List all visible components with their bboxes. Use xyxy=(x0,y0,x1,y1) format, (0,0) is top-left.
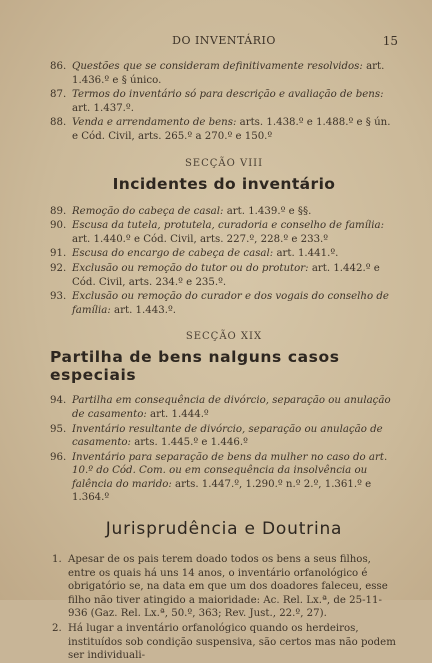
item-topic: Escusa do encargo de cabeça de casal: xyxy=(72,248,274,260)
item-reference: art. 1.440.º e Cód. Civil, arts. 227.º, 228.º e 233.º xyxy=(72,233,329,245)
list-item xyxy=(50,262,398,289)
item-number: 95. xyxy=(50,423,67,435)
item-topic: Escusa da tutela, protutela, curadoria e conselho de família: xyxy=(72,220,384,232)
item-topic: Termos do inventário só para descrição e avaliação de bens: xyxy=(72,89,384,101)
item-number: 90. xyxy=(50,220,67,232)
list-item xyxy=(50,394,398,421)
item-reference: art. 1.439.º e §§. xyxy=(223,205,312,217)
paragraph xyxy=(50,553,398,621)
section-title: Partilha de bens nalguns casos especiais xyxy=(50,348,340,385)
item-topic: Exclusão ou remoção do curador e dos vogais do conselho de família: xyxy=(72,291,389,316)
item-list-b xyxy=(50,205,398,318)
item-number: 96. xyxy=(50,451,67,463)
item-topic: Exclusão ou remoção do tutor ou do protutor: xyxy=(72,262,309,274)
item-topic: Questões que se consideram definitivamente resolvidos: xyxy=(72,61,363,72)
item-topic: Inventário para separação de bens da mulher no caso do art. 10.º do Cód. Com. ou em consequência da insolvência ou falência do marido: xyxy=(72,451,388,490)
list-item xyxy=(50,290,398,317)
item-reference: arts. 1.447.º, 1.290.º n.º 2.º, 1.361.º e 1.364.º xyxy=(72,478,372,504)
running-title: DO INVENTÁRIO xyxy=(172,34,276,47)
item-reference: art. 1.442.º e Cód. Civil, arts. 234.º e 235.º. xyxy=(72,262,380,288)
item-number: 93. xyxy=(50,291,67,303)
item-number: 94. xyxy=(50,395,67,407)
list-item xyxy=(50,219,398,246)
jurisprudence-title: Jurisprudência e Doutrina xyxy=(105,519,343,540)
item-reference: art. 1.444.º xyxy=(146,408,209,420)
section-label: SECÇÃO VIII xyxy=(184,157,264,169)
jurisprudence-list xyxy=(50,553,398,663)
item-reference: arts. 1.445.º e 1.446.º xyxy=(131,437,248,449)
item-number: 89. xyxy=(50,205,67,217)
item-topic: Inventário resultante de divórcio, separação ou anulação de casamento: xyxy=(72,423,383,449)
item-number: 87. xyxy=(50,89,67,101)
item-reference: art. 1.443.º. xyxy=(110,304,176,316)
list-item xyxy=(50,423,398,450)
item-number: 86. xyxy=(50,61,67,72)
paragraph xyxy=(50,622,398,663)
section-label: SECÇÃO XIX xyxy=(185,331,263,343)
list-item xyxy=(50,60,398,87)
item-number: 88. xyxy=(50,117,67,129)
item-topic: Remoção do cabeça de casal: xyxy=(72,205,224,217)
item-number: 92. xyxy=(50,262,67,274)
paragraph-number: 2. xyxy=(52,623,62,635)
list-item xyxy=(50,205,398,219)
list-item xyxy=(50,451,398,505)
item-reference: art. 1.437.º. xyxy=(72,102,134,114)
item-number: 91. xyxy=(50,248,67,260)
item-reference: art. 1.441.º. xyxy=(273,248,339,260)
item-topic: Partilha em consequência de divórcio, separação ou anulação de casamento: xyxy=(72,395,391,420)
page-header xyxy=(50,34,398,52)
section-title: Incidentes do inventário xyxy=(112,174,336,193)
item-list-a xyxy=(50,60,398,144)
item-reference: arts. 1.438.º e 1.488.º e § ún. e Cód. Civil, arts. 265.º a 270.º e 150.º xyxy=(72,117,391,142)
list-item xyxy=(50,116,398,143)
page-number: 15 xyxy=(382,34,398,48)
list-item xyxy=(50,247,398,261)
item-reference: art. 1.436.º e § único. xyxy=(72,61,385,86)
paragraph-text: Há lugar a inventário orfanológico quando os herdeiros, instituídos sob condição suspensiva, são certos mas não podem ser individuali- xyxy=(68,623,396,662)
paragraph-text: Apesar de os pais terem doado todos os bens a seus filhos, entre os quais há uns 14 anos, o inventário orfanológico é obrigatório se, na data em que um dos doadores faleceu, esse filho não tiver atingido a maioridade: Ac. Rel. Lx.ª, de 25-11-936 (Gaz. Rel. Lx.ª, 50.º, 363; Rev. Just., 22.º, 27). xyxy=(68,554,388,620)
list-item xyxy=(50,88,398,115)
paragraph-number: 1. xyxy=(52,554,62,566)
item-list-c xyxy=(50,394,398,505)
item-topic: Venda e arrendamento de bens: xyxy=(72,117,237,129)
